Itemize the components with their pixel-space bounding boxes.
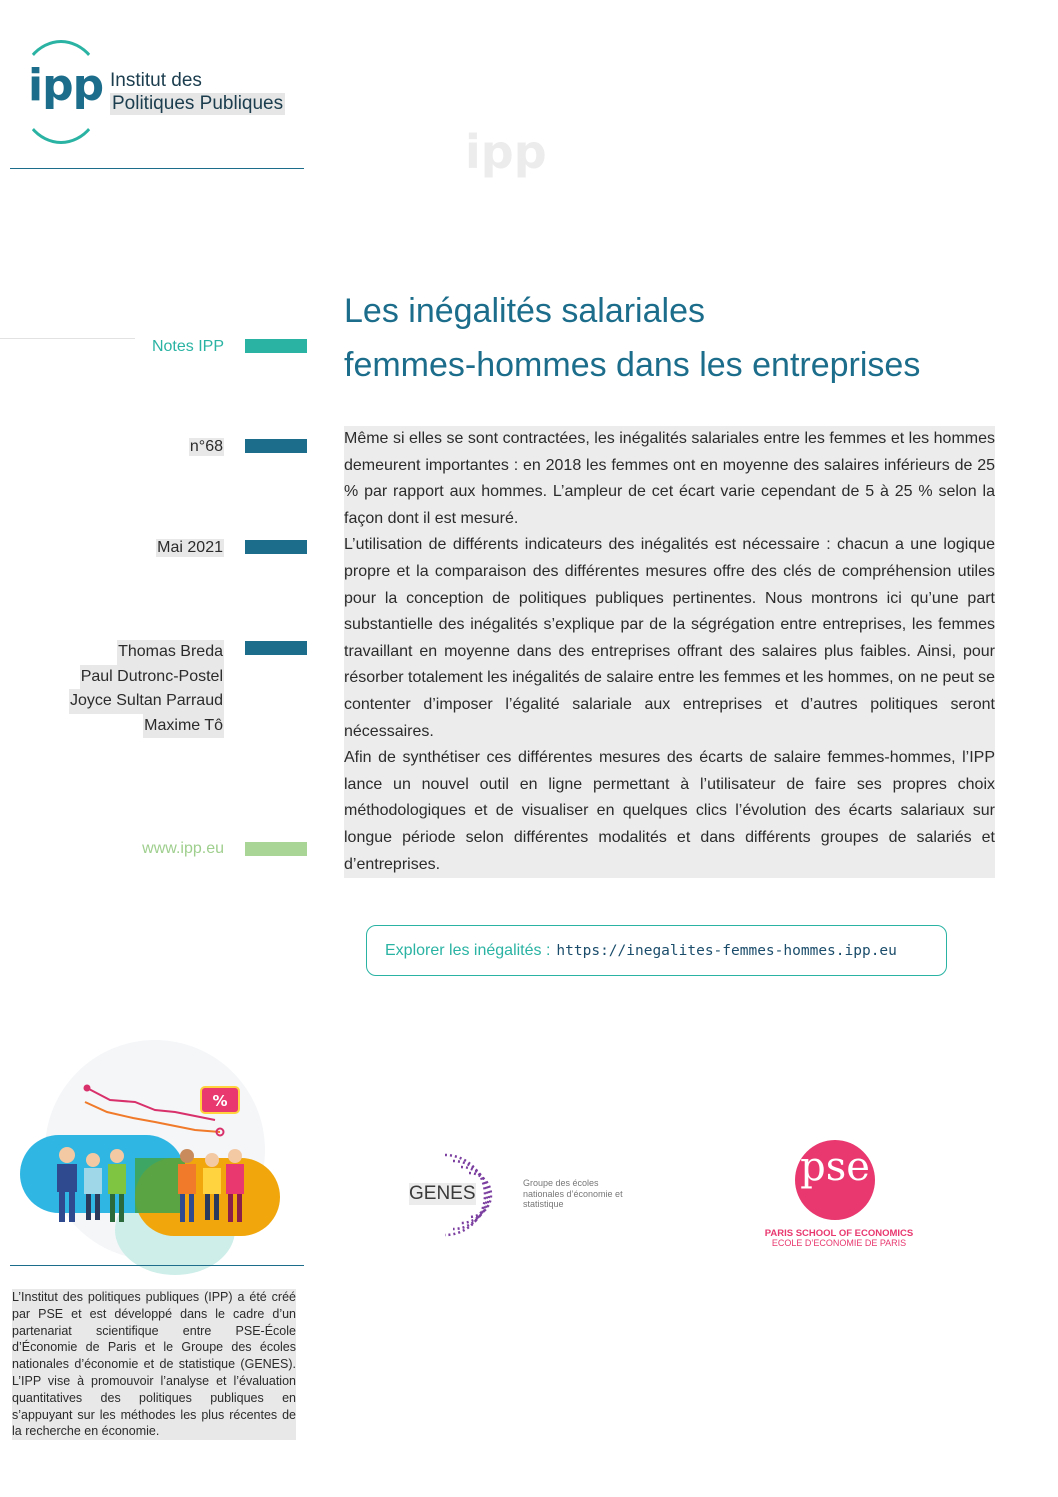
author: Maxime Tô bbox=[143, 714, 224, 739]
series-label: Notes IPP bbox=[151, 338, 224, 355]
percent-badge-text: % bbox=[212, 1092, 228, 1110]
top-divider bbox=[10, 168, 304, 169]
abstract-paragraph: Afin de synthétiser ces différentes mesures des écarts de salaire femmes-hommes, l’IPP lance un nouvel outil en ligne permettant à l’utilisateur de faire ses propres choix méthodologiques et de visualiser en quelques clics l’évolution des écarts salariaux sur longue période selon différentes modalités et dans différents groupes de salariés et d’entreprises. bbox=[344, 745, 995, 878]
title-line2: femmes-hommes dans les entreprises bbox=[344, 346, 921, 384]
abstract-paragraph: Même si elles se sont contractées, les inégalités salariales entre les femmes et les hommes demeurent importantes : en 2018 les femmes ont en moyenne des salaires inférieurs de 25 % par rapport aux hommes. L’ampleur de cet écart varie cependant de 5 à 25 % selon la façon dont il est mesuré. bbox=[344, 426, 995, 532]
bottom-divider bbox=[10, 1265, 304, 1266]
author: Thomas Breda bbox=[117, 640, 224, 665]
about-ipp bbox=[12, 1289, 296, 1440]
illustration-dot bbox=[84, 1085, 91, 1092]
logo-name-line2: Politiques Publiques bbox=[112, 93, 284, 114]
explore-label: Explorer les inégalités : bbox=[385, 941, 551, 959]
publication-date: Mai 2021 bbox=[157, 539, 223, 556]
genes-description: Groupe des écoles nationales d’économie et statistique bbox=[523, 1178, 623, 1209]
genes-logo[interactable] bbox=[405, 1145, 623, 1240]
ipp-logo[interactable] bbox=[18, 40, 308, 150]
ghost-ipp-watermark: ipp bbox=[465, 125, 547, 179]
author: Paul Dutronc-Postel bbox=[80, 665, 224, 690]
issue-number: n°68 bbox=[189, 438, 223, 455]
left-hairline bbox=[0, 338, 135, 339]
series-bar bbox=[245, 339, 307, 353]
website-link[interactable]: www.ipp.eu bbox=[142, 840, 224, 857]
pse-name-en: PARIS SCHOOL OF ECONOMICS bbox=[764, 1228, 914, 1239]
title-line1: Les inégalités salariales bbox=[344, 292, 705, 330]
website-bar bbox=[245, 842, 307, 856]
cover-illustration bbox=[15, 1040, 295, 1280]
pse-name-fr: ECOLE D’ECONOMIE DE PARIS bbox=[771, 1238, 907, 1248]
authors-bar bbox=[245, 641, 307, 655]
explore-url[interactable]: https://inegalites-femmes-hommes.ipp.eu bbox=[556, 942, 897, 959]
authors-list bbox=[69, 640, 224, 738]
date-bar bbox=[245, 540, 307, 554]
genes-wordmark: GENES bbox=[409, 1183, 476, 1204]
about-text: L’Institut des politiques publiques (IPP) a été créé par PSE et est développé dans le cadre d’un partenariat scientifique entre PSE-École d’Économie de Paris et le Groupe des écoles nationales d’économie et de statistique (GENES). L’IPP vise à promouvoir l’analyse et l’évaluation quantitatives des politiques publiques en s’appuyant sur les méthodes les plus récentes de la recherche en économie. bbox=[12, 1290, 296, 1439]
explore-link-box[interactable] bbox=[366, 925, 947, 976]
logo-name-line1: Institut des bbox=[110, 70, 202, 91]
illustration-green-overlap bbox=[135, 1158, 185, 1213]
pse-letters: pse bbox=[800, 1144, 870, 1190]
page-title bbox=[344, 284, 1034, 392]
pse-logo[interactable] bbox=[760, 1135, 920, 1250]
abstract-paragraph: L’utilisation de différents indicateurs des inégalités est nécessaire : chacun a une logique propre et la comparaison des différentes mesures offre des clés de compréhension utiles pour la conception de politiques publiques pertinentes. Nous montrons ici qu’une part substantielle des inégalités s’explique par de la ségrégation entre entreprises, les femmes travaillant en moyenne dans des entreprises offrant des salaires plus faibles. Ainsi, pour résorber totalement les inégalités de salaire entre les femmes et les hommes, on ne peut se contenter d’imposer l’égalité salariale aux entreprises et d’autres politiques seront nécessaires. bbox=[344, 532, 995, 745]
author: Joyce Sultan Parraud bbox=[69, 689, 224, 714]
issue-bar bbox=[245, 439, 307, 453]
abstract bbox=[344, 426, 995, 878]
logo-mark: ipp bbox=[28, 60, 104, 111]
